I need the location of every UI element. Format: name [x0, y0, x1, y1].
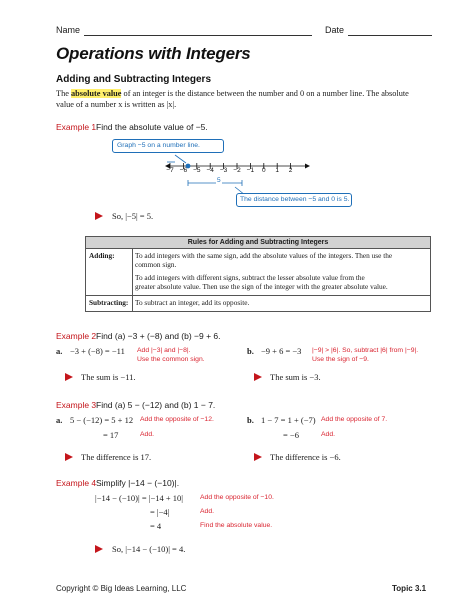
subtracting-label: Subtracting:: [89, 298, 129, 307]
result-arrow-icon: [65, 453, 73, 461]
example2-b-letter: b.: [247, 346, 254, 356]
tick-label: −4: [206, 167, 214, 174]
tick-label: −1: [246, 167, 255, 174]
footer-topic: Topic 3.1: [392, 584, 427, 593]
example1-label: Example 1: [56, 122, 97, 132]
example1-prompt: Find the absolute value of −5.: [96, 122, 208, 132]
example3-b-note-2: Add.: [321, 431, 335, 438]
brace-label: 5: [217, 177, 221, 184]
column-divider: [132, 249, 133, 312]
example2-label: Example 2: [56, 331, 97, 341]
example3-a-note-1: Add the opposite of −12.: [140, 416, 214, 423]
example4-line-1: |−14 − (−10)| = |−14 + 10|: [95, 493, 183, 503]
tick-label: −2: [233, 167, 241, 174]
example3-b-line-2: = −6: [283, 430, 299, 440]
example4-note-1: Add the opposite of −10.: [200, 494, 274, 501]
adding-label: Adding:: [89, 251, 115, 260]
example2-a-expression: −3 + (−8) = −11: [70, 346, 125, 356]
example1-result: So, |−5| = 5.: [112, 211, 154, 221]
example3-b-note-1: Add the opposite of 7.: [321, 416, 388, 423]
rules-title: Rules for Adding and Subtracting Integers: [86, 237, 430, 249]
adding-rule-2: To add integers with different signs, subtract the lesser absolute value from the greater absolute value. Then use the sign of the integer with the greater absolute value.: [135, 273, 388, 292]
result-arrow-icon: [95, 212, 103, 220]
example4-note-2: Add.: [200, 508, 214, 515]
callout-bottom: The distance between −5 and 0 is 5.: [236, 193, 352, 207]
section-heading: Adding and Subtracting Integers: [56, 74, 212, 85]
tick-label: −3: [219, 167, 228, 174]
example3-b-line-1: 1 − 7 = 1 + (−7): [261, 415, 316, 425]
subtracting-rule: To subtract an integer, add its opposite.: [135, 298, 250, 307]
example4-prompt: Simplify |−14 − (−10)|.: [96, 478, 180, 488]
result-arrow-icon: [65, 373, 73, 381]
example3-a-letter: a.: [56, 415, 63, 425]
example3-label: Example 3: [56, 400, 97, 410]
example2-a-note-2: Use the common sign.: [137, 356, 205, 363]
tick-label: 1: [275, 167, 279, 174]
date-line: [348, 35, 432, 36]
example3-a-note-2: Add.: [140, 431, 154, 438]
tick-labels: [165, 167, 310, 177]
example4-line-3: = 4: [150, 521, 162, 531]
intro-paragraph: The absolute value of an integer is the distance between the number and 0 on a number line. The absolute value of a number x is written as |x|.: [56, 89, 409, 109]
rules-table: [85, 236, 431, 312]
adding-rule-1: To add integers with the same sign, add the absolute values of the integers. Then use the common sign.: [135, 251, 393, 270]
tick-label: −5: [193, 167, 201, 174]
example2-a-note-1: Add |−3| and |−8|.: [137, 347, 191, 354]
row-divider: [86, 295, 430, 296]
example4-line-2: = |−4|: [150, 507, 170, 517]
result-arrow-icon: [95, 545, 103, 553]
date-label: Date: [325, 25, 345, 35]
example3-b-result: The difference is −6.: [270, 452, 341, 462]
name-label: Name: [56, 25, 81, 35]
highlighted-term: absolute value: [70, 89, 122, 98]
callout-top: Graph −5 on a number line.: [112, 139, 224, 153]
example2-b-result: The sum is −3.: [270, 372, 321, 382]
example3-a-result: The difference is 17.: [81, 452, 152, 462]
name-line: [84, 35, 312, 36]
example2-a-result: The sum is −11.: [81, 372, 136, 382]
example3-b-letter: b.: [247, 415, 254, 425]
result-arrow-icon: [254, 453, 262, 461]
example4-note-3: Find the absolute value.: [200, 522, 273, 529]
tick-label: 0: [261, 167, 266, 174]
result-arrow-icon: [254, 373, 262, 381]
tick-label: −6: [179, 167, 188, 174]
tick-label: −7: [166, 167, 174, 174]
example2-prompt: Find (a) −3 + (−8) and (b) −9 + 6.: [96, 331, 221, 341]
page-title: Operations with Integers: [56, 44, 251, 63]
example3-prompt: Find (a) 5 − (−12) and (b) 1 − 7.: [96, 400, 216, 410]
example2-b-expression: −9 + 6 = −3: [261, 346, 302, 356]
example4-result: So, |−14 − (−10)| = 4.: [112, 544, 186, 554]
footer-copyright: Copyright © Big Ideas Learning, LLC: [56, 584, 187, 593]
example3-a-line-2: = 17: [103, 430, 119, 440]
example2-b-note-2: Use the sign of −9.: [312, 356, 369, 363]
example4-label: Example 4: [56, 478, 97, 488]
example2-b-note-1: |−9| > |6|. So, subtract |6| from |−9|.: [312, 347, 419, 354]
example2-a-letter: a.: [56, 346, 63, 356]
tick-label: 2: [288, 167, 293, 174]
example3-a-line-1: 5 − (−12) = 5 + 12: [70, 415, 134, 425]
